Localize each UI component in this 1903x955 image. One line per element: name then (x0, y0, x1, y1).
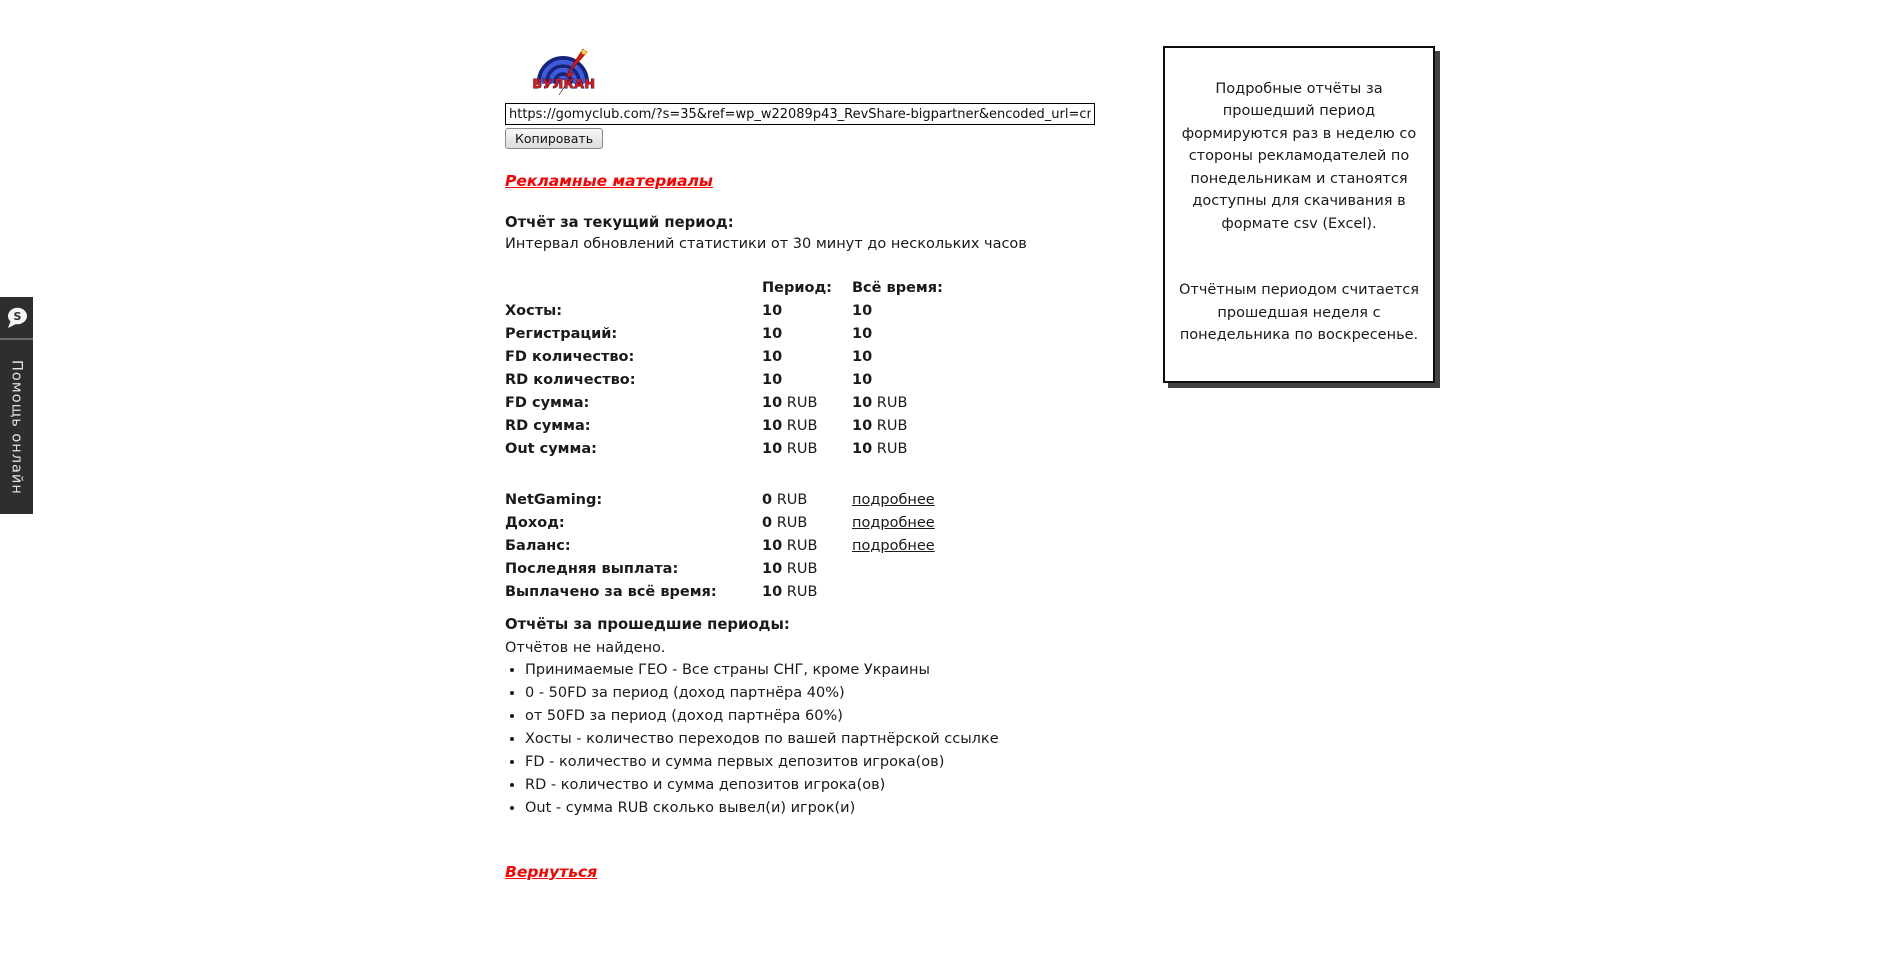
stat-label: FD сумма: (505, 395, 590, 411)
spark-icon (582, 50, 587, 55)
glossary-item: • Out - сумма RUB сколько вывел(и) игрок(и) (525, 797, 1125, 820)
help-tab-label: Помощь онлайн (8, 359, 25, 495)
stat-label: NetGaming: (505, 492, 603, 508)
update-interval-note: Интервал обновлений статистики от 30 минут до нескольких часов (505, 236, 1027, 252)
stat-label: Выплачено за всё время: (505, 584, 717, 600)
stat-row-fd-sum: FD сумма: 10 RUB 10 RUB (505, 392, 1125, 415)
glossary-item: • RD - количество и сумма депозитов игрока(ов) (525, 774, 1125, 797)
stat-label: Доход: (505, 515, 565, 531)
summary-row-last-payout: Последняя выплата: 10 RUB (505, 558, 1125, 581)
details-link[interactable]: подробнее (852, 492, 935, 508)
main-content (505, 0, 1125, 881)
stat-row-registrations: Регистраций: 10 10 (505, 323, 1125, 346)
vulkan-logo-icon (531, 46, 597, 96)
col-header-alltime: Всё время: (852, 280, 943, 296)
stat-row-hosts: Хосты: 10 10 (505, 300, 1125, 323)
stat-label: Баланс: (505, 538, 571, 554)
table-header-row (505, 277, 1125, 300)
info-paragraph-reports: Подробные отчёты за прошедший период формируются раз в неделю со стороны рекламодателей по понедельникам и станоятся доступны для скачивания в формате csv (Excel). (1181, 81, 1417, 232)
glossary-item: • FD - количество и сумма первых депозитов игрока(ов) (525, 751, 1125, 774)
stat-label: RD количество: (505, 372, 636, 388)
svg-text:S: S (13, 309, 21, 323)
stat-label: Регистраций: (505, 326, 618, 342)
back-link[interactable]: Вернуться (505, 863, 598, 881)
copy-button[interactable]: Копировать (505, 128, 603, 149)
glossary-list (505, 728, 1125, 820)
chat-bubble-icon (0, 297, 33, 340)
vulkan-logo (531, 46, 597, 96)
stat-row-rd-sum: RD сумма: 10 RUB 10 RUB (505, 415, 1125, 438)
logo-text: ВУЛКАН (532, 76, 596, 91)
info-box (1163, 46, 1435, 383)
term-item: • от 50FD за период (доход партнёра 60%) (525, 705, 1125, 728)
details-link[interactable]: подробнее (852, 538, 935, 554)
stat-label: RD сумма: (505, 418, 591, 434)
terms-list (505, 659, 1125, 728)
stat-row-fd-count: FD количество: 10 10 (505, 346, 1125, 369)
summary-row-netgaming: NetGaming: 0 RUB подробнее (505, 489, 1125, 512)
summary-row-total-paid: Выплачено за всё время: 10 RUB (505, 581, 1125, 604)
current-period-title: Отчёт за текущий период: (505, 214, 734, 231)
referral-url-input[interactable] (505, 103, 1095, 125)
stat-label: Последняя выплата: (505, 561, 679, 577)
help-tab[interactable] (0, 297, 33, 514)
stat-label: Хосты: (505, 303, 563, 319)
glossary-item: • Хосты - количество переходов по вашей партнёрской ссылке (525, 728, 1125, 751)
no-reports-text: Отчётов не найдено. (505, 640, 666, 656)
col-header-period: Период: (762, 280, 832, 296)
term-item: • Принимаемые ГЕО - Все страны СНГ, кроме Украины (525, 659, 1125, 682)
stat-label: Out сумма: (505, 441, 597, 457)
summary-row-balance: Баланс: 10 RUB подробнее (505, 535, 1125, 558)
info-paragraph-period: Отчётным периодом считается прошедшая неделя с понедельника по воскресенье. (1179, 282, 1419, 344)
advertising-materials-link[interactable]: Рекламные материалы (505, 172, 713, 190)
details-link[interactable]: подробнее (852, 515, 935, 531)
stats-table (505, 277, 1125, 604)
stat-row-rd-count: RD количество: 10 10 (505, 369, 1125, 392)
term-item: • 0 - 50FD за период (доход партнёра 40%) (525, 682, 1125, 705)
summary-row-income: Доход: 0 RUB подробнее (505, 512, 1125, 535)
past-reports-title: Отчёты за прошедшие периоды: (505, 616, 790, 633)
stat-row-out-sum: Out сумма: 10 RUB 10 RUB (505, 438, 1125, 461)
stat-label: FD количество: (505, 349, 635, 365)
